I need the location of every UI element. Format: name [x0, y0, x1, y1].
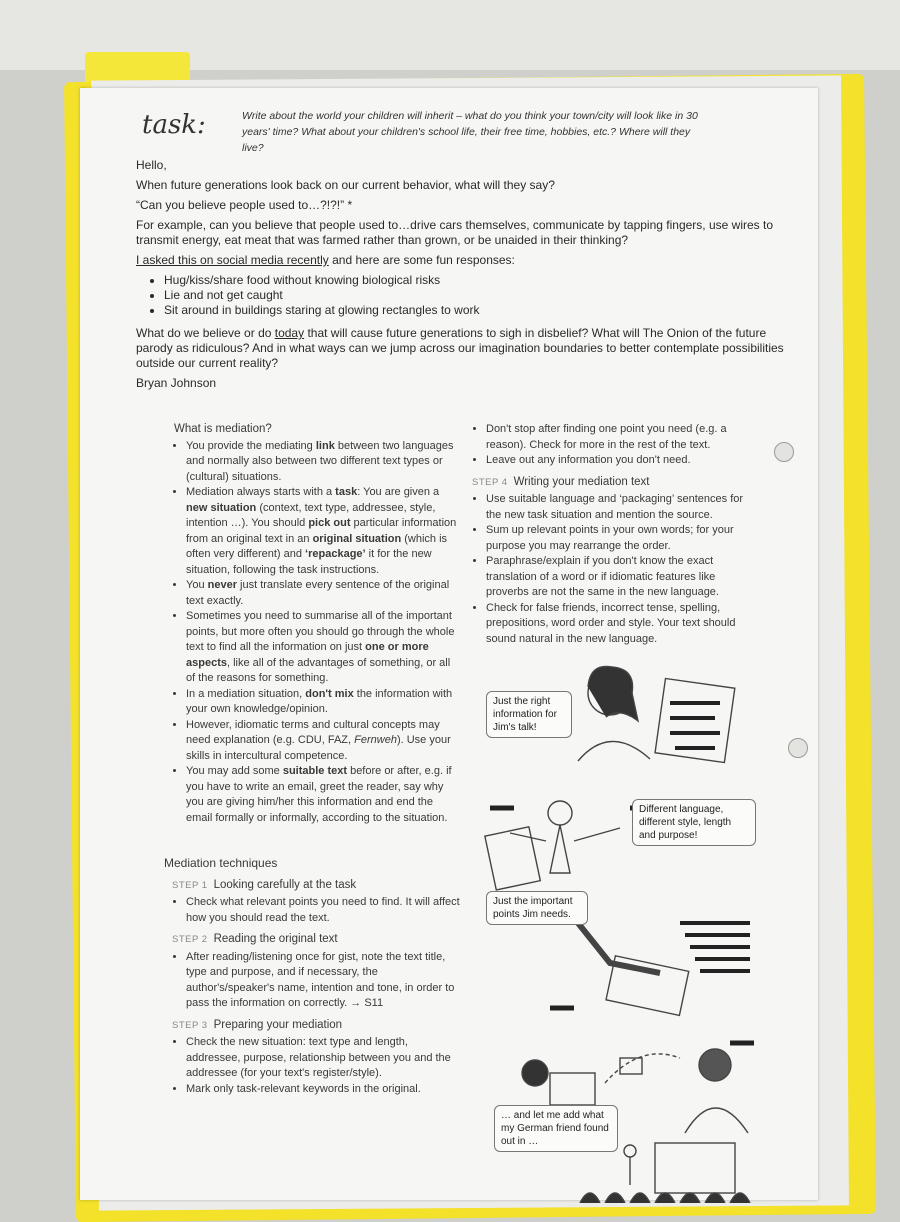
list-item: • Use suitable language and ‘packaging’ sentences for the new task situation and mention the source.	[486, 492, 754, 523]
list-item: • You may add some suitable text before or after, e.g. if you have to write an email, greet the reader, say why you are giving him/her this information and end the email formally or informally, according to the situation.	[186, 764, 462, 826]
list-item: • Leave out any information you don't need.	[486, 453, 754, 469]
list-item: • After reading/listening once for gist, note the text title, type and purpose, and if necessary, the author's/speaker's name, intention and tone, in order to pass the information on correctly. → S11	[186, 950, 462, 1012]
list-item: • Mark only task-relevant keywords in the original.	[186, 1082, 462, 1098]
list-item: • Lie and not get caught	[164, 288, 786, 303]
responses-list	[136, 273, 786, 318]
mediation-right-column	[472, 422, 754, 647]
document-sheet	[80, 88, 818, 1200]
list-item: • Hug/kiss/share food without knowing biological risks	[164, 273, 786, 288]
techniques-heading: Mediation techniques	[164, 856, 278, 870]
folder-tab	[85, 52, 190, 82]
letter-text	[136, 158, 786, 396]
list-item: • Check what relevant points you need to find. It will affect how you should read the text.	[186, 895, 462, 926]
list-item: • Check for false friends, incorrect tense, spelling, prepositions, word order and style. Your text should sound natural in the new language.	[486, 601, 754, 648]
letter-paragraph-3: For example, can you believe that people used to…drive cars themselves, communicate by tapping fingers, use wires to transmit energy, eat meat that was farmed rather than grown, or be unaided in their thinking?	[136, 218, 773, 247]
mediation-heading: What is mediation?	[174, 423, 272, 435]
speech-bubble-1: Just the right information for Jim's talk!	[486, 691, 572, 738]
letter-paragraph-1: When future generations look back on our current behavior, what will they say?	[136, 178, 555, 192]
list-item: • Paraphrase/explain if you don't know the exact translation of a word or if idiomatic features like proverbs are not the same in the new language.	[486, 554, 754, 601]
mediation-illustrations	[480, 663, 780, 1203]
punch-hole-bottom	[788, 738, 808, 758]
speech-bubble-2: Different language, different style, length and purpose!	[632, 799, 756, 846]
list-item: • You provide the mediating link between two languages and normally also between two different text types or (cultural) situations.	[186, 439, 462, 486]
list-item: • Check the new situation: text type and length, addressee, purpose, relationship between you and the addressee (for your text's register/style).	[186, 1035, 462, 1082]
step-3-heading: STEP 3 Preparing your mediation	[172, 1018, 343, 1031]
social-media-link: I asked this on social media recently	[136, 253, 329, 267]
list-item: • Mediation always starts with a task: You are given a new situation (context, text type, addressee, style, intention …). You should pick out particular information from an original text in an original situation (which is often very different) and ‘repackage’ it for the new situation, following the task instructions.	[186, 485, 462, 578]
list-item: • Sit around in buildings staring at glowing rectangles to work	[164, 303, 786, 318]
list-item: • In a mediation situation, don't mix the information with your own knowledge/opinion.	[186, 687, 462, 718]
letter-paragraph-5: What do we believe or do today that will cause future generations to sigh in disbelief? What will The Onion of the future parody as ridiculous? And in what ways can we jump across our imagination boundaries to better contemplate possibilities outside our current reality?	[136, 326, 784, 370]
mediation-left-column	[164, 422, 462, 1097]
letter-paragraph-4: I asked this on social media recently and here are some fun responses:	[136, 253, 515, 267]
task-instructions: Write about the world your children will inherit – what do you think your town/city will look like in 30 years' time? What about your children's school life, their free time, hobbies, etc.? Where will they live?	[242, 110, 698, 154]
step-4-heading: STEP 4 Writing your mediation text	[472, 475, 650, 488]
punch-hole-top	[774, 442, 794, 462]
list-item: • Sometimes you need to summarise all of the important points, but more often you should go through the whole text to find all the information on just one or more aspects, like all of the advantages of something, or all of the reasons for something.	[186, 609, 462, 687]
letter-paragraph-2: “Can you believe people used to…?!?!” *	[136, 198, 353, 212]
list-item: • However, idiomatic terms and cultural concepts may need explanation (e.g. CDU, FAZ, Fernweh). Use your skills in intercultural competence.	[186, 718, 462, 765]
letter-greeting: Hello,	[136, 158, 167, 172]
list-item: • You never just translate every sentence of the original text exactly.	[186, 578, 462, 609]
list-item: • Sum up relevant points in your own words; for your purpose you may rearrange the order.	[486, 523, 754, 554]
letter-signature: Bryan Johnson	[136, 376, 217, 390]
mediation-list	[172, 439, 462, 827]
speech-bubble-3: Just the important points Jim needs.	[486, 891, 588, 925]
step-2-heading: STEP 2 Reading the original text	[172, 933, 338, 945]
task-handwritten-label: task:	[142, 110, 206, 140]
list-item: • Don't stop after finding one point you need (e.g. a reason). Check for more in the rest of the text.	[486, 422, 754, 453]
speech-bubble-4: … and let me add what my German friend found out in …	[494, 1105, 618, 1152]
step-1-heading: STEP 1 Looking carefully at the task	[172, 878, 357, 891]
